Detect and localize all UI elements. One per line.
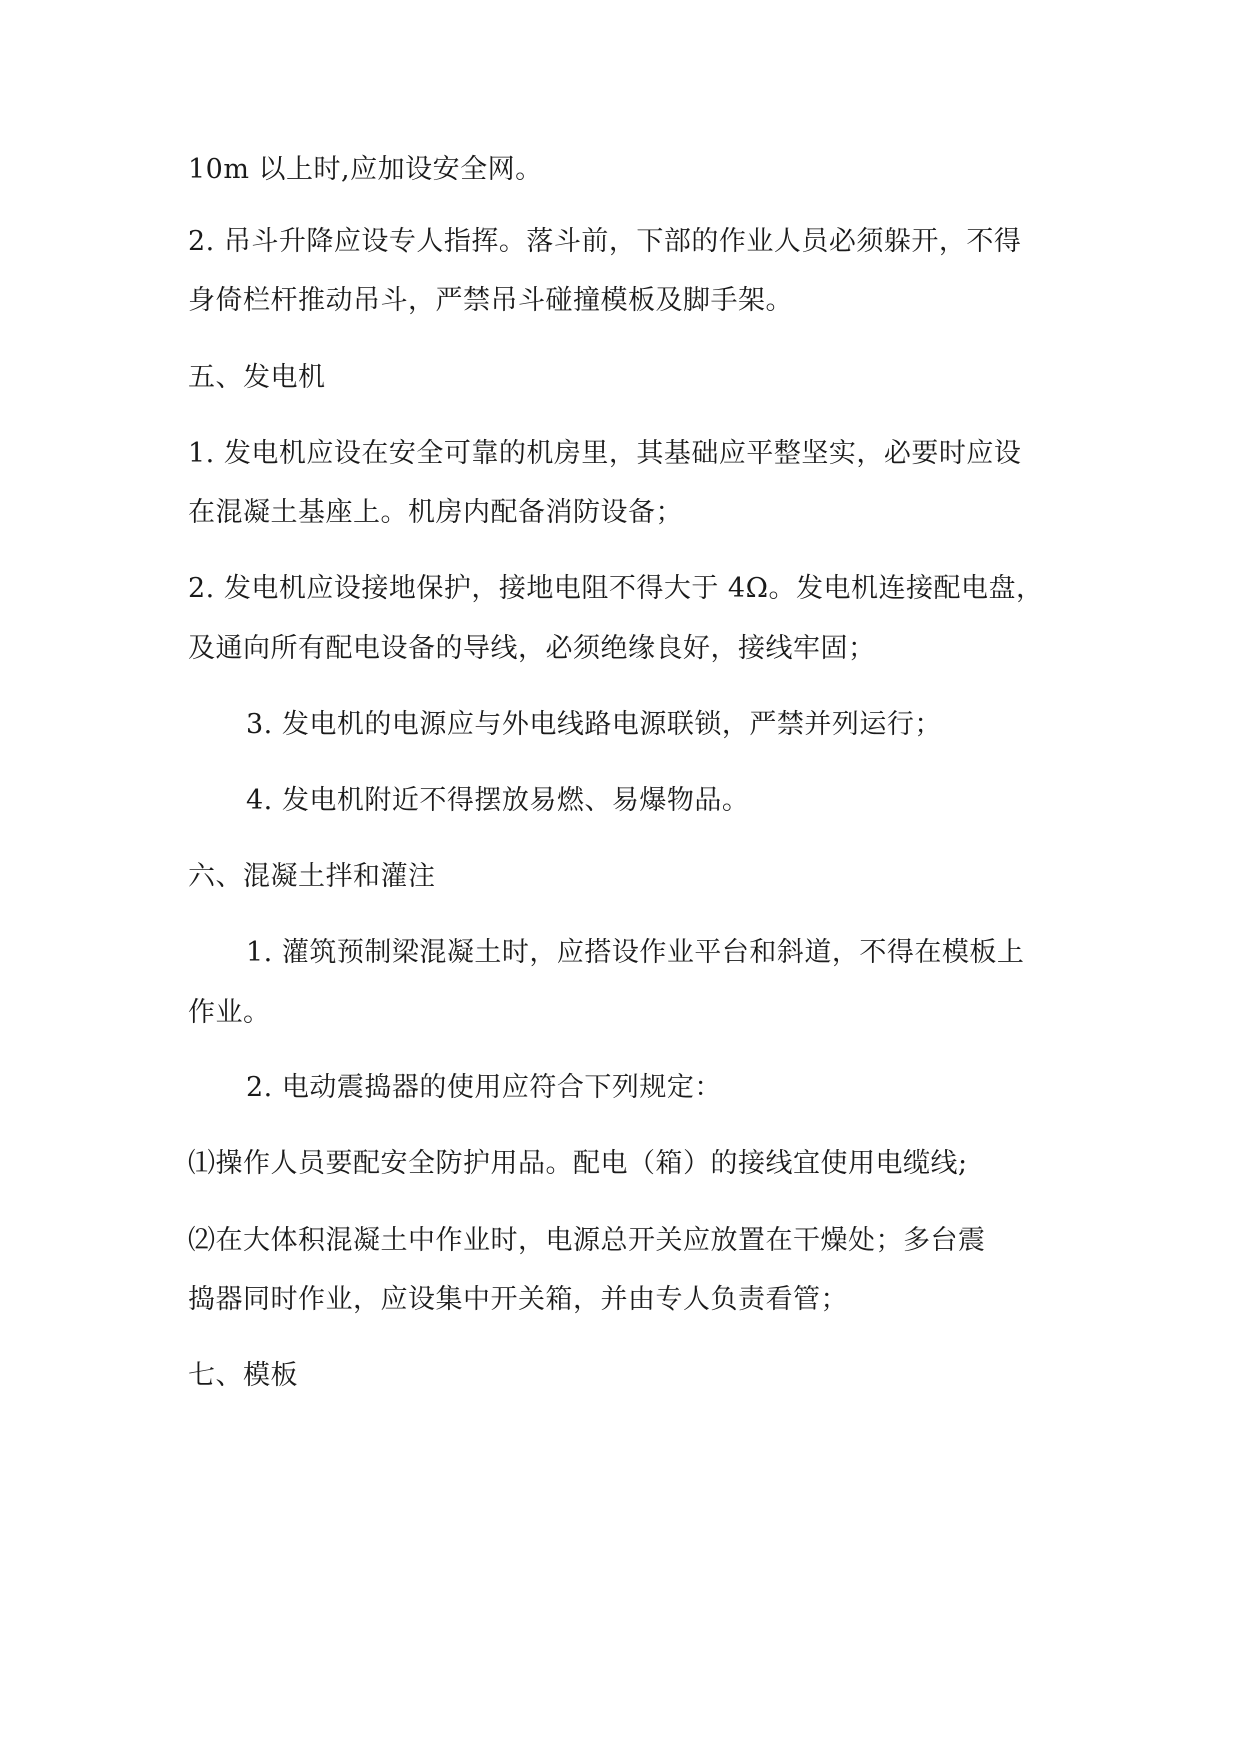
body-text-line: 3. 发电机的电源应与外电线路电源联锁，严禁并列运行； bbox=[246, 709, 942, 740]
body-text-line: 1. 灌筑预制梁混凝土时，应搭设作业平台和斜道，不得在模板上 bbox=[246, 937, 1025, 968]
body-text-line: 2. 吊斗升降应设专人指挥。落斗前，下部的作业人员必须躲开，不得 bbox=[188, 226, 1022, 257]
section-heading: 六、混凝土拌和灌注 bbox=[188, 861, 436, 892]
body-text-line: 身倚栏杆推动吊斗，严禁吊斗碰撞模板及脚手架。 bbox=[188, 285, 793, 316]
body-text-line: 10m 以上时,应加设安全网。 bbox=[188, 154, 543, 185]
body-text-line: 4. 发电机附近不得摆放易燃、易爆物品。 bbox=[246, 785, 750, 816]
body-text-line: 作业。 bbox=[188, 997, 271, 1028]
body-text-line: ⑵在大体积混凝土中作业时，电源总开关应放置在干燥处；多台震 bbox=[188, 1225, 986, 1256]
body-text-line: ⑴操作人员要配安全防护用品。配电（箱）的接线宜使用电缆线; bbox=[188, 1148, 968, 1179]
section-heading: 五、发电机 bbox=[188, 362, 326, 393]
body-text-line: 及通向所有配电设备的导线，必须绝缘良好，接线牢固； bbox=[188, 633, 876, 664]
body-text-line: 1. 发电机应设在安全可靠的机房里，其基础应平整坚实，必要时应设 bbox=[188, 438, 1022, 469]
body-text-line: 2. 发电机应设接地保护，接地电阻不得大于 4Ω。发电机连接配电盘， bbox=[188, 573, 1044, 604]
body-text-line: 2. 电动震捣器的使用应符合下列规定： bbox=[246, 1072, 722, 1103]
body-text-line: 在混凝土基座上。机房内配备消防设备； bbox=[188, 497, 683, 528]
body-text-line: 捣器同时作业，应设集中开关箱，并由专人负责看管； bbox=[188, 1284, 848, 1315]
section-heading: 七、模板 bbox=[188, 1360, 298, 1391]
